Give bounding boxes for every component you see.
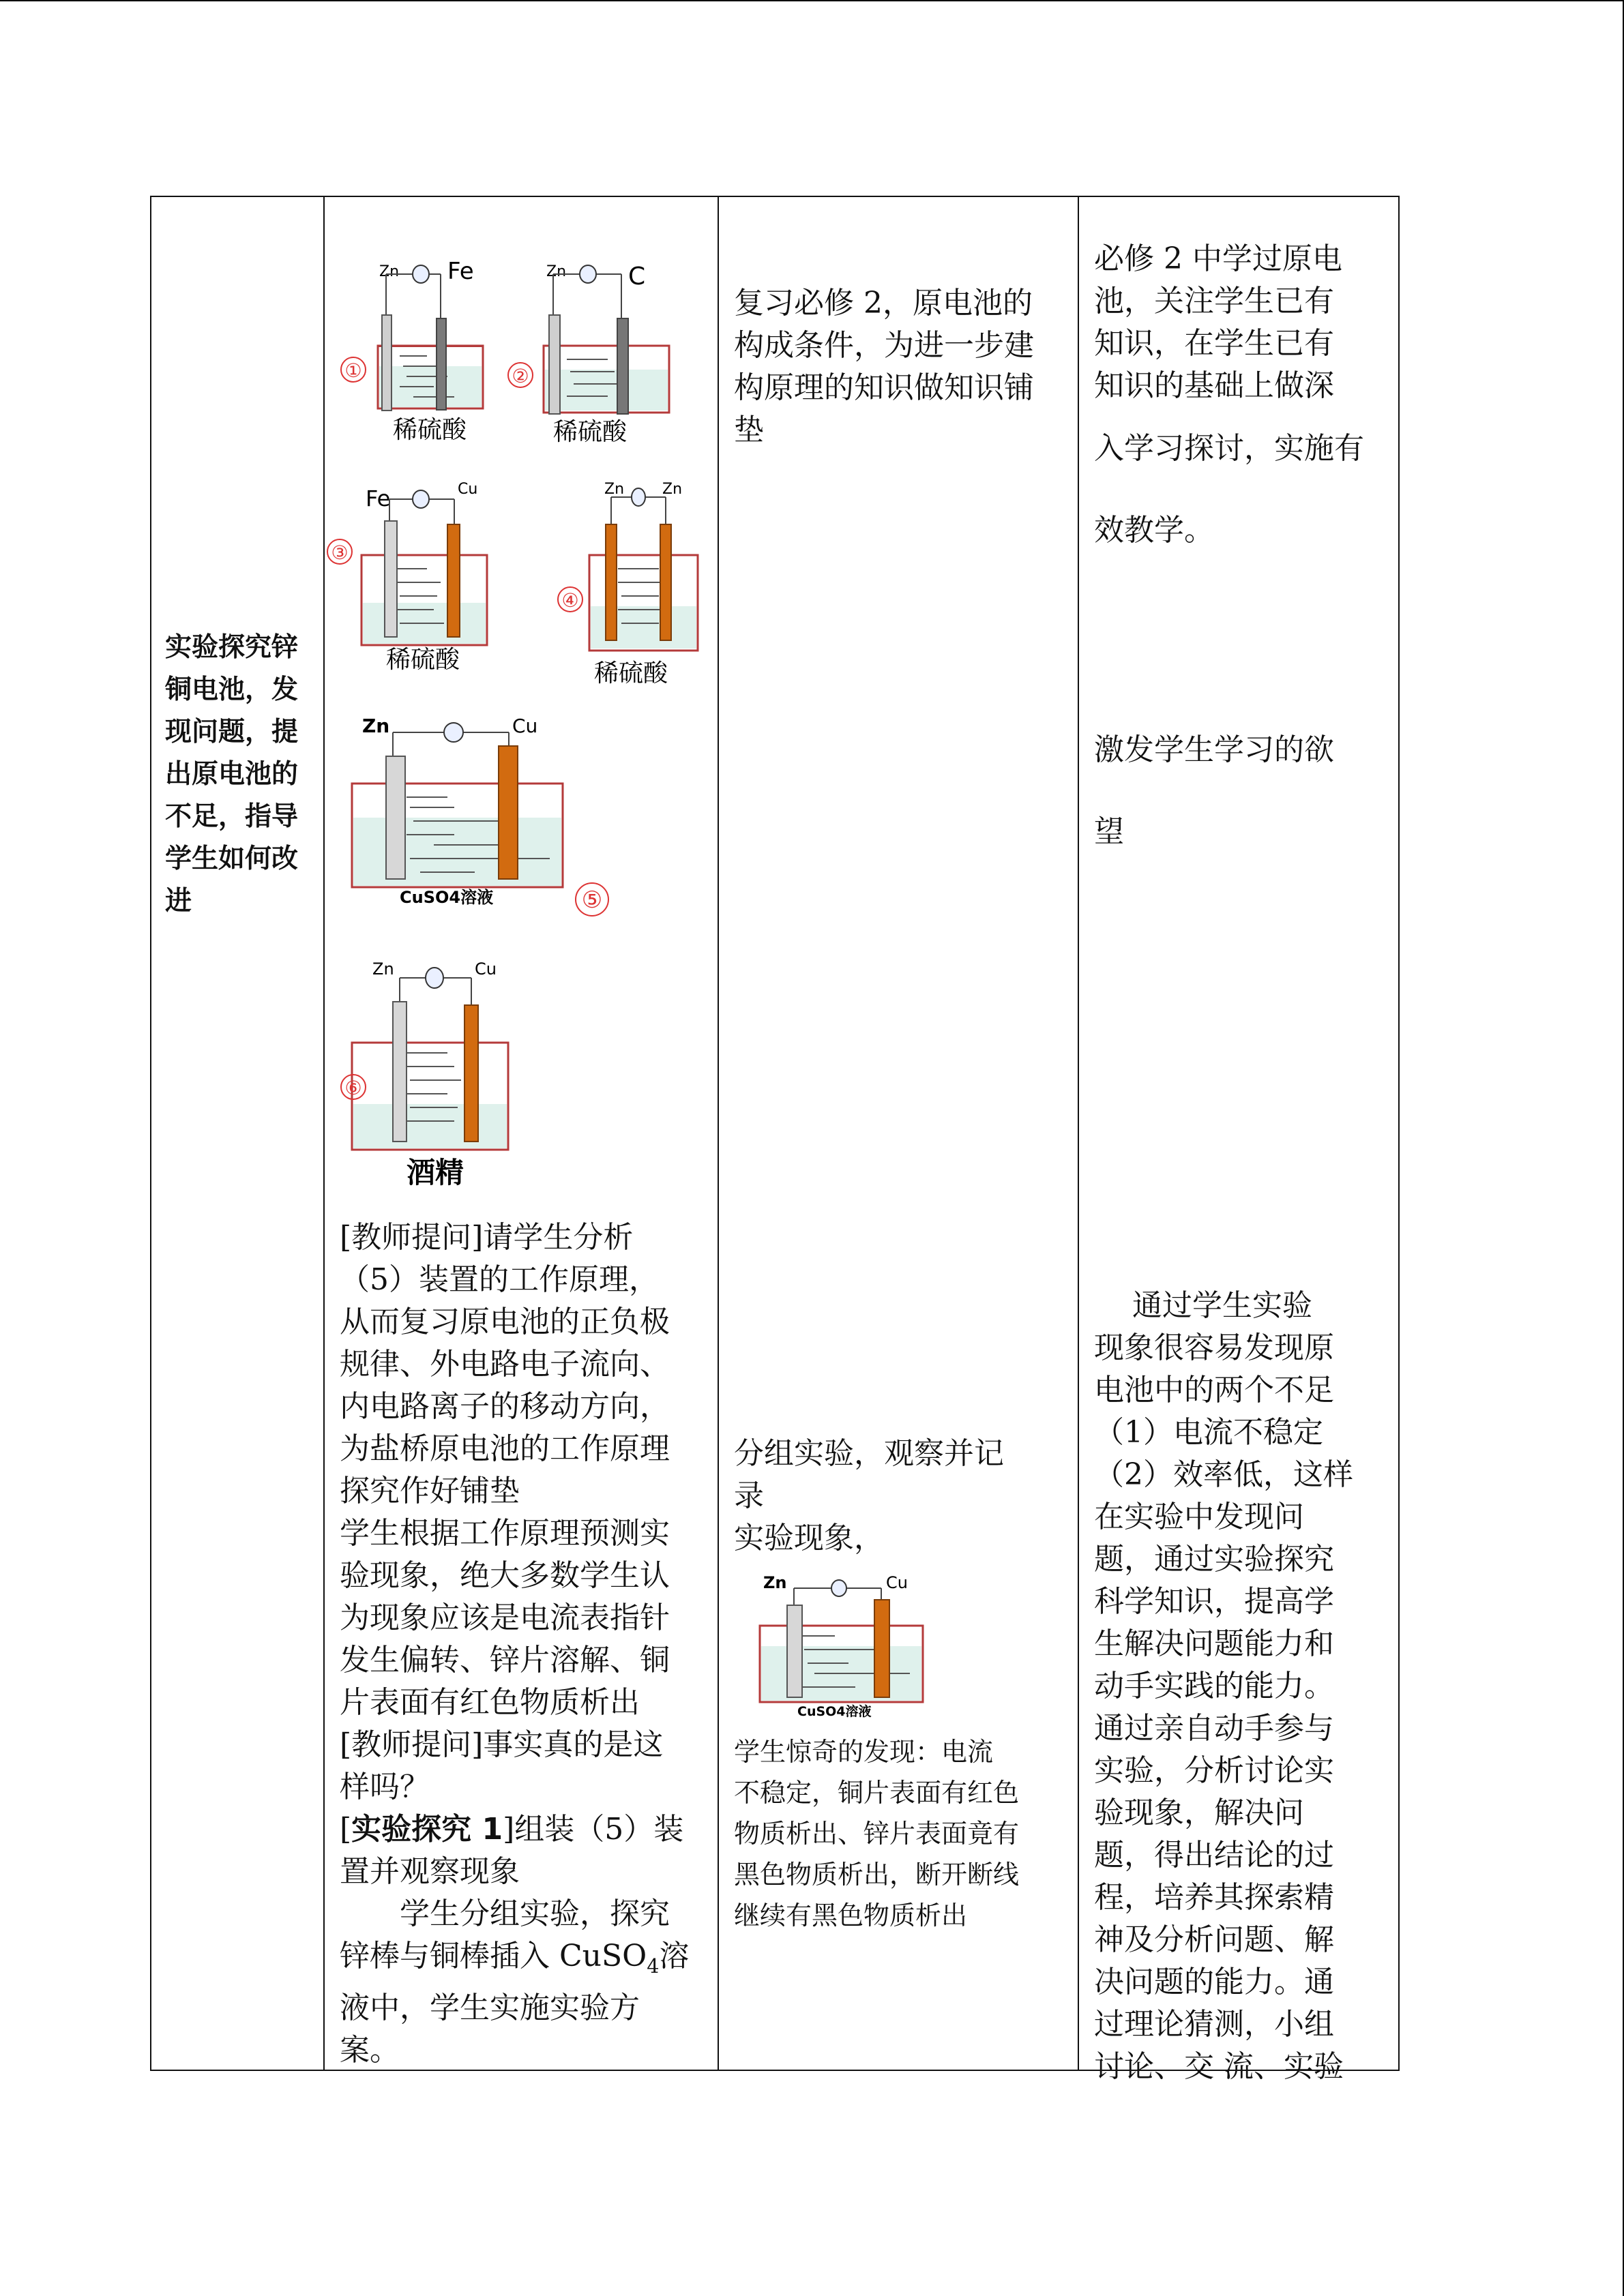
diagram-number: ⑥ (344, 1077, 362, 1099)
diagram-number: ① (344, 359, 362, 382)
electrode-left-label: Zn (763, 1573, 787, 1592)
ammeter-icon (426, 968, 443, 988)
ammeter-icon (831, 1580, 846, 1596)
electrode-left-label: Fe (366, 486, 391, 511)
cell-diagram-6 (338, 940, 522, 1193)
solution-label: 稀硫酸 (393, 416, 467, 444)
stage-cell (151, 196, 324, 2070)
finding-text: 学生惊奇的发现：电流 不稳定，铜片表面有红色 物质析出、锌片表面竟有 黑色物质析出，断开断线 继续有黑色物质析出 (734, 1737, 1020, 1930)
electrode-right-label: Cu (886, 1573, 908, 1592)
cell-diagram-2 (505, 250, 676, 445)
solution-label: 酒精 (407, 1156, 464, 1189)
ammeter-icon (413, 265, 429, 283)
solution-label: CuSO4溶液 (400, 888, 494, 907)
solution-label: 稀硫酸 (553, 418, 628, 445)
electrode-left-label: Zn (372, 959, 394, 979)
solution-label: 稀硫酸 (594, 659, 668, 687)
stage-label: 实验探究锌铜电池，发现问题，提出原电池的不足，指导学生如何改进 (165, 632, 299, 916)
review-text: 复习必修 2，原电池的 构成条件，为进一步建 构原理的知识做知识铺 垫 (734, 286, 1034, 447)
diagram-number: ③ (331, 541, 349, 564)
student-cell-diagram (753, 1564, 937, 1725)
cell-diagram-4 (543, 473, 703, 691)
teacher-question-text: [教师提问]请学生分析 （5）装置的工作原理， 从而复习原电池的正负极 规律、外电路电子流向、 内电路离子的移动方向， 为盐桥原电池的工作原理 探究作好铺垫 学生根据工作原理预测实 验现象，绝大多数学生认 为现象应该是电流表指针 发生偏转、锌片溶解、铜 片表面有红色物质析出 [教师提问]事实真的是这 样吗？ [实验探究 1]组装（5）装 置并观察现象 学生分组实验，探究 锌棒与铜棒插入 CuSO$_4$溶 液中，学生实施实验方 案。 (340, 1217, 711, 2072)
diagram-number: ② (512, 365, 529, 387)
solution-label: 稀硫酸 (386, 646, 460, 674)
cell-diagram-1 (338, 250, 499, 445)
diagram-number: ④ (561, 589, 579, 612)
teacher-activity-cell (324, 196, 718, 2070)
electrode-right-label: Cu (512, 715, 538, 737)
intent-text-1: 必修 2 中学过原电 池，关注学生已有 知识，在学生已有 知识的基础上做深 入学习探讨，实施有 效教学。 (1094, 241, 1364, 548)
ammeter-icon (444, 723, 463, 742)
cell-diagram-5 (345, 705, 618, 920)
lesson-table (150, 196, 1400, 2084)
solution-label: CuSO4溶液 (797, 1704, 872, 1719)
intent-text-3: 通过学生实验 现象很容易发现原 电池中的两个不足 （1）电流不稳定 （2）效率低，这样 在实验中发现问 题，通过实验探究 科学知识，提高学 生解决问题能力和 动手实践的能力。 通过亲自动手参与 实验，分析讨论实 验现象，解决问 题，得出结论的过 程，培养其探索精 神及分析问题、解 决问题的能力。通 过理论猜测，小组 讨论、交 流、实验 (1094, 1288, 1353, 2084)
electrode-left-label: Zn (379, 263, 400, 280)
page-top-border (0, 0, 1624, 1)
ammeter-icon (632, 488, 645, 506)
electrode-right-label: Cu (475, 959, 497, 979)
diagram-number: ⑤ (581, 886, 603, 914)
electrode-right-label: Zn (662, 481, 683, 498)
ammeter-icon (413, 490, 429, 508)
electrode-left-label: Zn (604, 481, 625, 498)
intent-text-2: 激发学生学习的欲 望 (1094, 732, 1334, 849)
ammeter-icon (580, 265, 596, 283)
electrode-right-label: Fe (447, 258, 474, 285)
student-activity-cell (718, 196, 1078, 2070)
electrode-left-label: Zn (546, 263, 567, 280)
electrode-left-label: Zn (362, 715, 390, 737)
experiment-heading: [实验探究 1]组装（5）装 (340, 1812, 684, 1847)
design-intent-cell (1078, 196, 1399, 2084)
cell-diagram-3 (325, 473, 502, 678)
group-experiment-text: 分组实验，观察并记 录 实验现象， (734, 1436, 1004, 1555)
electrode-right-label: Cu (458, 481, 478, 498)
electrode-right-label: C (628, 263, 646, 290)
